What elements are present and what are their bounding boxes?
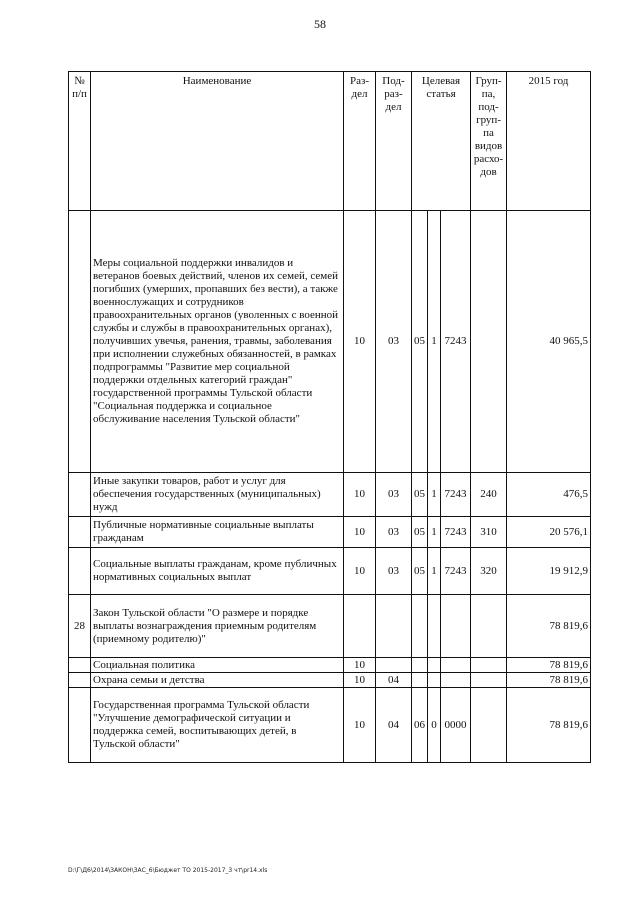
cell-target-1: 05 bbox=[412, 548, 428, 595]
cell-group bbox=[471, 688, 507, 763]
cell-razdel: 10 bbox=[344, 517, 376, 548]
cell-target-3 bbox=[441, 673, 471, 688]
cell-name: Закон Тульской области "О размере и порядке выплаты вознаграждения приемным родителям (приемному родителю)" bbox=[91, 595, 344, 658]
cell-podrazdel bbox=[376, 658, 412, 673]
cell-target-2: 1 bbox=[428, 517, 441, 548]
cell-group: 310 bbox=[471, 517, 507, 548]
table-row bbox=[69, 211, 591, 473]
budget-table bbox=[68, 71, 591, 763]
cell-target-1 bbox=[412, 595, 428, 658]
cell-amount: 78 819,6 bbox=[507, 595, 591, 658]
table-row bbox=[69, 673, 591, 688]
cell-target-2: 1 bbox=[428, 473, 441, 517]
cell-target-3: 7243 bbox=[441, 548, 471, 595]
cell-target-3: 7243 bbox=[441, 211, 471, 473]
cell-num bbox=[69, 658, 91, 673]
cell-target-1 bbox=[412, 658, 428, 673]
page-number: 58 bbox=[314, 17, 326, 31]
cell-group: 320 bbox=[471, 548, 507, 595]
cell-razdel: 10 bbox=[344, 658, 376, 673]
cell-num: 28 bbox=[69, 595, 91, 658]
cell-target-1: 05 bbox=[412, 473, 428, 517]
cell-name: Социальная политика bbox=[91, 658, 344, 673]
cell-target-2: 1 bbox=[428, 211, 441, 473]
cell-razdel: 10 bbox=[344, 473, 376, 517]
cell-podrazdel bbox=[376, 595, 412, 658]
header-expense-group: Груп- па, под- груп- па видов расхо- дов bbox=[471, 72, 507, 211]
header-name: Наименование bbox=[91, 72, 344, 211]
cell-podrazdel: 04 bbox=[376, 688, 412, 763]
cell-razdel bbox=[344, 595, 376, 658]
cell-target-3: 0000 bbox=[441, 688, 471, 763]
cell-name: Публичные нормативные социальные выплаты гражданам bbox=[91, 517, 344, 548]
table-row bbox=[69, 517, 591, 548]
header-podrazdel: Под- раз- дел bbox=[376, 72, 412, 211]
cell-name: Социальные выплаты гражданам, кроме публичных нормативных социальных выплат bbox=[91, 548, 344, 595]
cell-num bbox=[69, 548, 91, 595]
table-row bbox=[69, 688, 591, 763]
cell-group bbox=[471, 658, 507, 673]
cell-target-2: 0 bbox=[428, 688, 441, 763]
cell-amount: 78 819,6 bbox=[507, 673, 591, 688]
cell-target-3 bbox=[441, 658, 471, 673]
cell-target-2: 1 bbox=[428, 548, 441, 595]
cell-num bbox=[69, 688, 91, 763]
cell-target-3: 7243 bbox=[441, 517, 471, 548]
cell-num bbox=[69, 673, 91, 688]
cell-razdel: 10 bbox=[344, 673, 376, 688]
cell-razdel: 10 bbox=[344, 211, 376, 473]
cell-amount: 20 576,1 bbox=[507, 517, 591, 548]
cell-podrazdel: 04 bbox=[376, 673, 412, 688]
table-header-row bbox=[69, 72, 591, 211]
cell-target-1: 06 bbox=[412, 688, 428, 763]
cell-razdel: 10 bbox=[344, 688, 376, 763]
cell-podrazdel: 03 bbox=[376, 517, 412, 548]
header-num: № п/п bbox=[69, 72, 91, 211]
cell-num bbox=[69, 211, 91, 473]
cell-target-3: 7243 bbox=[441, 473, 471, 517]
footer-file-path: D:\Г\Д6\2014\ЗАКОН\ЗАС_6\Бюджет ТО 2015-2017_3 чт\pr14.xls bbox=[68, 867, 268, 874]
table-row bbox=[69, 595, 591, 658]
cell-amount: 19 912,9 bbox=[507, 548, 591, 595]
cell-target-3 bbox=[441, 595, 471, 658]
header-target-article: Целевая статья bbox=[412, 72, 471, 211]
cell-target-2 bbox=[428, 658, 441, 673]
cell-target-2 bbox=[428, 673, 441, 688]
cell-name: Охрана семьи и детства bbox=[91, 673, 344, 688]
cell-group: 240 bbox=[471, 473, 507, 517]
cell-amount: 78 819,6 bbox=[507, 658, 591, 673]
table-row bbox=[69, 473, 591, 517]
cell-target-1 bbox=[412, 673, 428, 688]
cell-amount: 40 965,5 bbox=[507, 211, 591, 473]
cell-target-1: 05 bbox=[412, 211, 428, 473]
cell-podrazdel: 03 bbox=[376, 211, 412, 473]
cell-num bbox=[69, 473, 91, 517]
cell-group bbox=[471, 673, 507, 688]
cell-group bbox=[471, 211, 507, 473]
cell-target-1: 05 bbox=[412, 517, 428, 548]
cell-razdel: 10 bbox=[344, 548, 376, 595]
table-row bbox=[69, 658, 591, 673]
cell-podrazdel: 03 bbox=[376, 548, 412, 595]
header-year: 2015 год bbox=[507, 72, 591, 211]
cell-name: Меры социальной поддержки инвалидов и ветеранов боевых действий, членов их семей, семей погибших (умерших, пропавших без вести), а также военнослужащих и сотрудников правоохранительных органов (уволенных с военной службы и службы в правоохранительных органах), получивших увечья, ранения, травмы, заболевания при исполнении служебных обязанностей, в рамках подпрограммы "Развитие мер социальной поддержки отдельных категорий граждан" государственной программы Тульской области "Социальная поддержка и социальное обслуживание населения Тульской области" bbox=[91, 211, 344, 473]
header-razdel: Раз- дел bbox=[344, 72, 376, 211]
cell-podrazdel: 03 bbox=[376, 473, 412, 517]
cell-num bbox=[69, 517, 91, 548]
cell-group bbox=[471, 595, 507, 658]
cell-amount: 78 819,6 bbox=[507, 688, 591, 763]
cell-target-2 bbox=[428, 595, 441, 658]
cell-amount: 476,5 bbox=[507, 473, 591, 517]
table-row bbox=[69, 548, 591, 595]
cell-name: Государственная программа Тульской области "Улучшение демографической ситуации и поддержка семей, воспитывающих детей, в Тульской области" bbox=[91, 688, 344, 763]
cell-name: Иные закупки товаров, работ и услуг для обеспечения государственных (муниципальных) нужд bbox=[91, 473, 344, 517]
